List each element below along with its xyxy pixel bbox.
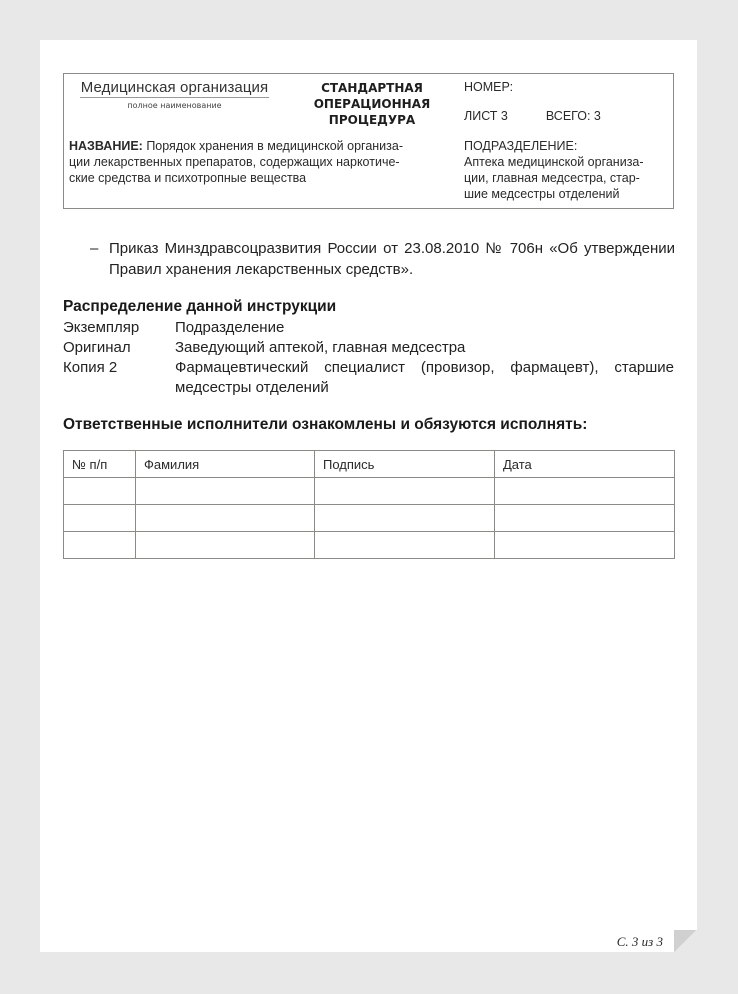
distribution-value: Подразделение [175,319,285,336]
sop-title-line: СТАНДАРТНАЯ [321,81,423,95]
sop-header-table [63,73,674,209]
distribution-key: Копия 2 [63,359,118,376]
distribution-heading: Распределение данной инструкции [63,298,337,315]
reference-text: Приказ Минздравсоцразвития России от 23.08.2010 № 706н «Об утверждении Правил хранения лекарственных средств». [109,240,675,278]
name-value: Порядок хранения в медицинской организа- ции лекарственных препаратов, содержащих наркотиче- ские средства и психотропные вещества [69,139,403,185]
column-header-surname: Фамилия [136,451,315,478]
cell-surname[interactable] [136,478,315,505]
column-header-signature: Подпись [315,451,495,478]
column-header-date: Дата [495,451,675,478]
distribution-key: Оригинал [63,339,131,356]
acknowledgement-heading: Ответственные исполнители ознакомлены и обязуются исполнять: [63,416,588,433]
cell-signature[interactable] [315,505,495,532]
department-cell [459,133,674,208]
sop-title [285,80,459,128]
number-cell [459,74,674,102]
bullet-dash: – [90,240,99,257]
cell-number[interactable] [64,532,136,559]
acknowledgement-table [63,450,675,559]
cell-date[interactable] [495,532,675,559]
distribution-row [63,358,674,398]
table-row [64,532,675,559]
sheet-label: ЛИСТ 3 [464,109,508,123]
page-corner-fold [674,930,697,952]
distribution-row [63,338,674,358]
distribution-row [63,318,674,338]
cell-date[interactable] [495,505,675,532]
page-number: С. 3 из 3 [616,934,663,949]
cell-number[interactable] [64,478,136,505]
table-row [64,505,675,532]
cell-surname[interactable] [136,505,315,532]
department-value: Аптека медицинской организа- ции, главная медсестра, стар- шие медсестры отделений [464,155,644,201]
distribution-list [63,318,674,398]
name-label: НАЗВАНИЕ: [69,139,143,153]
department-label: ПОДРАЗДЕЛЕНИЕ: [464,139,578,153]
name-cell [64,133,459,208]
sheet-cell [459,102,674,133]
sop-title-cell [285,74,459,133]
cell-signature[interactable] [315,478,495,505]
sop-title-line: ОПЕРАЦИОННАЯ [313,97,431,111]
distribution-value: Заведующий аптекой, главная медсестра [175,339,466,356]
cell-signature[interactable] [315,532,495,559]
table-row [64,478,675,505]
distribution-value: Фармацевтический специалист (провизор, фармацевт), старшие медсестры отделений [175,359,674,396]
column-header-number: № п/п [64,451,136,478]
number-label: НОМЕР: [464,80,514,94]
distribution-key: Экземпляр [63,319,140,336]
organization-name: Медицинская организация [80,79,269,96]
cell-surname[interactable] [136,532,315,559]
sop-title-line: ПРОЦЕДУРА [328,113,416,127]
total-label: ВСЕГО: 3 [545,109,601,123]
cell-number[interactable] [64,505,136,532]
organization-caption: полное наименование [127,101,222,110]
table-header-row [64,451,675,478]
organization-cell [64,74,285,133]
cell-date[interactable] [495,478,675,505]
